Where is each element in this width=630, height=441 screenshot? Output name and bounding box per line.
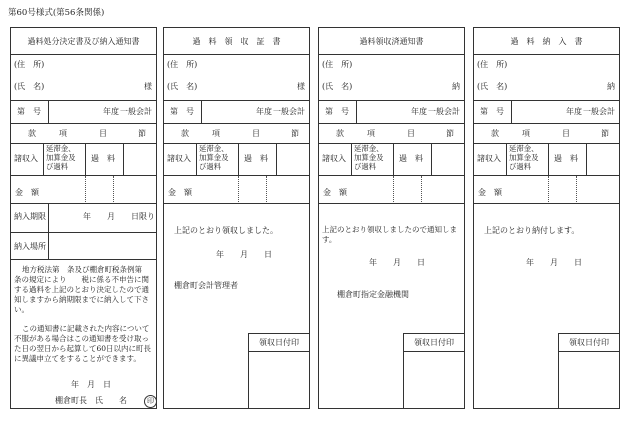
place-label: 納入場所: [14, 242, 46, 251]
panel-receipt-notice: [318, 27, 465, 409]
number-label: 第 号: [170, 107, 194, 116]
subitem-label: 目: [252, 129, 260, 138]
receipt-stamp-label: 領収日付印: [414, 338, 454, 347]
honorific: 納: [607, 82, 615, 91]
late-fees-line3: び過料: [46, 162, 69, 171]
section-label: 節: [138, 129, 146, 138]
section-label: 節: [291, 129, 299, 138]
panel-payment-slip: [473, 27, 620, 409]
section-label: 節: [446, 129, 454, 138]
fiscal-year-label: 年度: [566, 107, 582, 116]
amount-label: 金 額: [168, 188, 192, 197]
form-number: 第60号様式(第56条関係): [8, 8, 105, 18]
fiscal-year-label: 年度: [411, 107, 427, 116]
honorific: 様: [297, 82, 305, 91]
name-label: (氏 名): [14, 82, 45, 91]
name-label: (氏 名): [477, 82, 508, 91]
general-account-label: 一般会計: [120, 107, 152, 116]
general-account-label: 一般会計: [273, 107, 305, 116]
honorific: 納: [452, 82, 460, 91]
number-label: 第 号: [325, 107, 349, 116]
receipt-stamp-box: [558, 333, 620, 409]
receipt-stamp-label: 領収日付印: [569, 338, 609, 347]
panel-title: 過 料 納 入 書: [510, 37, 583, 46]
fine-label: 過 料: [91, 154, 115, 163]
subitem-label: 目: [562, 129, 570, 138]
late-fees-line3: び過料: [354, 162, 377, 171]
receipt-text: 上記のとおり納付します。: [484, 226, 580, 235]
panel-receipt: [163, 27, 310, 409]
amount-label: 金 額: [478, 188, 502, 197]
income-label: 諸収入: [477, 154, 501, 163]
income-label: 諸収入: [167, 154, 191, 163]
item-label: 項: [212, 129, 220, 138]
receipt-stamp-label: 領収日付印: [259, 338, 299, 347]
address-label: (住 所): [167, 60, 198, 69]
fine-label: 過 料: [399, 154, 423, 163]
amount-label: 金 額: [15, 188, 39, 197]
receipt-text: 上記のとおり領収しましたので通知します。: [322, 225, 457, 244]
income-label: 諸収入: [14, 154, 38, 163]
late-fees-line1: 延滞金、: [509, 144, 539, 153]
date-line: 年 月 日: [71, 380, 111, 389]
fine-label: 過 料: [554, 154, 578, 163]
seal-mark: 印: [144, 395, 157, 408]
fine-label: 過 料: [244, 154, 268, 163]
address-label: (住 所): [322, 60, 353, 69]
section-label: 節: [601, 129, 609, 138]
late-fees-line2: 加算金及: [46, 153, 76, 162]
panel-decision-notice: [10, 27, 157, 409]
honorific: 様: [144, 82, 152, 91]
fiscal-year-label: 年度: [256, 107, 272, 116]
late-fees-line3: び過料: [199, 162, 222, 171]
late-fees-line2: 加算金及: [199, 153, 229, 162]
due-value: 年 月 日限り: [83, 212, 155, 221]
panel-title: 過 料 領 収 証 書: [192, 37, 281, 46]
late-fees-line1: 延滞金、: [46, 144, 76, 153]
receipt-text: 上記のとおり領収しました。: [174, 226, 278, 235]
late-fees-line1: 延滞金、: [354, 144, 384, 153]
category-label: 款: [28, 129, 36, 138]
notice-text: 地方税法第 条及び棚倉町税条例第 条の規定により 税に係る不申告に関する過料を上記のとおり決定したので通知しますから納期限までに納入して下さい。: [14, 265, 150, 314]
amount-label: 金 額: [323, 188, 347, 197]
receipt-stamp-box: [248, 333, 310, 409]
item-label: 項: [522, 129, 530, 138]
item-label: 項: [367, 129, 375, 138]
receipt-stamp-box: [403, 333, 465, 409]
date-line: 年 月 日: [526, 258, 582, 267]
income-label: 諸収入: [322, 154, 346, 163]
category-label: 款: [181, 129, 189, 138]
category-label: 款: [336, 129, 344, 138]
address-label: (住 所): [477, 60, 508, 69]
bank-name: 棚倉町指定金融機関: [337, 290, 409, 299]
panel-title: 過料処分決定書及び納入通知書: [27, 37, 140, 46]
mayor-name: 棚倉町長 氏 名: [55, 396, 127, 405]
name-label: (氏 名): [322, 82, 353, 91]
date-line: 年 月 日: [216, 250, 272, 259]
late-fees-line1: 延滞金、: [199, 144, 229, 153]
address-label: (住 所): [14, 60, 45, 69]
fiscal-year-label: 年度: [103, 107, 119, 116]
due-label: 納入期限: [14, 212, 46, 221]
subitem-label: 目: [407, 129, 415, 138]
number-label: 第 号: [480, 107, 504, 116]
late-fees-line2: 加算金及: [354, 153, 384, 162]
late-fees-line2: 加算金及: [509, 153, 539, 162]
number-label: 第 号: [17, 107, 41, 116]
general-account-label: 一般会計: [428, 107, 460, 116]
category-label: 款: [491, 129, 499, 138]
accountant-name: 棚倉町会計管理者: [174, 281, 238, 290]
name-label: (氏 名): [167, 82, 198, 91]
item-label: 項: [59, 129, 67, 138]
panel-title: 過料領収済通知書: [359, 37, 424, 46]
date-line: 年 月 日: [369, 258, 425, 267]
general-account-label: 一般会計: [583, 107, 615, 116]
late-fees-line3: び過料: [509, 162, 532, 171]
subitem-label: 目: [99, 129, 107, 138]
appeal-text: この通知書に記載された内容について不服がある場合はこの通知書を受け取った日の翌日から起算して60日以内に町長に異議申立てをすることができます。: [14, 324, 152, 363]
